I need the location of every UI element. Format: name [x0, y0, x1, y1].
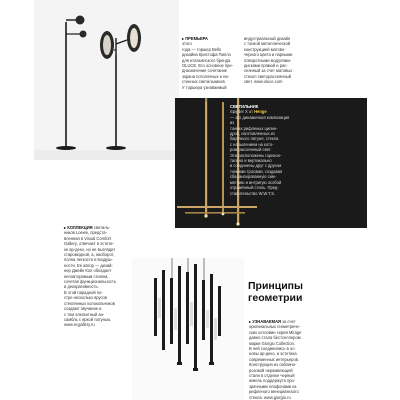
- recognizable-line: за счет: [282, 319, 296, 324]
- premiere-line: для итальянского бренда: [182, 57, 231, 63]
- light-fixture-line: ставительство W.W.T.S.: [230, 190, 276, 196]
- collection-line: стре несколько ярусов: [64, 295, 107, 301]
- recognizable-line: новы ар-деко, и эстетика: [249, 351, 297, 357]
- collection-line: с тем элегантный ан-: [64, 311, 105, 317]
- light-fixture-line: метрию и интригую особой: [230, 179, 282, 185]
- collection-lead: ▸ КОЛЛЕКЦИЯ: [64, 225, 93, 230]
- recognizable-line: стекла. www.giorgio.ru: [249, 394, 291, 400]
- collection-line: вленная в Visual Comfort: [64, 235, 111, 241]
- light-fixture-line: тонкими тросами, создавая: [230, 168, 283, 174]
- light-fixture-intro-text: Spiyder X от: [230, 109, 253, 115]
- premiere-cont-line: сеянный за счет матовых: [244, 68, 293, 74]
- light-fixture-line: и соединены друг с другом: [230, 163, 282, 169]
- recognizable-line: стали в отделке черный: [249, 373, 295, 379]
- light-fixture-line: Эти расположены горизон-: [230, 152, 282, 158]
- headline-line-1: Принципы: [248, 280, 303, 292]
- recognizable-line: Конструкция из саблино-: [249, 362, 297, 368]
- recognizable-line: зрачными плафонами из: [249, 383, 297, 389]
- brand-name: Henge: [254, 109, 267, 115]
- collection-line: самбль с яркой латунью.: [64, 316, 112, 322]
- section-headline: [248, 281, 328, 304]
- premiere-line: года — торшер Bello: [182, 46, 222, 52]
- recognizable-line: оригинальных геометриче-: [249, 324, 301, 330]
- recognizable-line: розовой нержавеющей: [249, 367, 293, 373]
- light-fixture-line: тонких рифленых цилин-: [230, 125, 278, 131]
- premiere-line: дизайна Кристофа Пиллэ: [182, 52, 231, 58]
- recognizable-text: [249, 319, 309, 400]
- collection-text: [64, 225, 124, 328]
- premiere-text: [182, 36, 242, 90]
- recognizable-line: рифленого венецианского: [249, 389, 299, 395]
- premiere-line: OLUCE. Его основное пре-: [182, 63, 234, 69]
- collection-line: неповторимым стилем,: [64, 273, 109, 279]
- headline-line-2: геометрии: [248, 291, 303, 304]
- collection-line: сочетая функциональность: [64, 279, 116, 285]
- light-fixture-line: ром рассеянный свет.: [230, 147, 272, 153]
- premiere-line: стенных светильников.: [182, 79, 226, 85]
- premiere-line: дназначение сочетание: [182, 68, 228, 74]
- light-fixture-lead: СВЕТИЛЬНИК: [230, 104, 259, 109]
- recognizable-line: никель поддержута про-: [249, 378, 296, 384]
- premiere-cont-line: поворотными модулями-: [244, 57, 292, 63]
- recognizable-lead: ▸ УЗНАВАЕМАЯ: [249, 319, 281, 324]
- light-fixture-line: — это динамичная композиция из: [230, 114, 290, 126]
- collection-line: www.ecgallery.ru: [64, 322, 95, 328]
- premiere-cont-line: с тонкой металлической: [244, 41, 291, 47]
- premiere-lead: ▸ ПРЕМЬЕРА: [182, 36, 209, 41]
- premiere-cont-line: дисками прямой и рас-: [244, 63, 288, 69]
- collection-line: полна легкости и воздуш-: [64, 257, 113, 263]
- light-fixture-line: отражённый стиль. Пред-: [230, 185, 279, 191]
- collection-line: создают звучание и: [64, 306, 102, 312]
- recognizable-line: В ней соединились в ос-: [249, 346, 296, 352]
- premiere-cont-line: черного цвета и парными: [244, 52, 293, 58]
- premiere-cont-line: индустриальный дизайн: [244, 36, 291, 41]
- light-fixture-line: барочного латуня, стекла: [230, 136, 279, 142]
- light-fixture-line: дров, изготовленных из: [230, 131, 275, 137]
- premiere-line: этого: [182, 41, 192, 47]
- recognizable-line: давно стала бестселлером: [249, 335, 301, 341]
- premiere-cont-line: стекол светорассеянный: [244, 73, 292, 79]
- premiere-line: экрана потолочных и на-: [182, 73, 229, 79]
- premiere-cont-line: свет. www.oluce.com: [244, 79, 283, 85]
- floor-lamps-illustration: [34, 0, 179, 160]
- premiere-cont-line: конструкцией матово-: [244, 46, 286, 52]
- collection-line: нер Джейн Коп обладает: [64, 268, 112, 274]
- collection-line: ников Loewe, предста-: [64, 230, 107, 236]
- collection-line: светиль-: [93, 225, 111, 230]
- collection-line: старомодной, а, наоборот,: [64, 252, 115, 258]
- chandelier-photo: [132, 258, 244, 400]
- recognizable-line: ских котловин серия Mirage: [249, 329, 302, 335]
- premiere-line: У торшера узнаваемый: [182, 84, 227, 90]
- light-fixture-text: [230, 104, 290, 196]
- collection-line: Gallery, отвечает в эстети-: [64, 241, 114, 247]
- premiere-text-continued: [244, 36, 306, 85]
- collection-line: и декоративность.: [64, 284, 99, 290]
- chandelier-illustration: [132, 258, 244, 400]
- light-fixture-line: с напылением на кото-: [230, 141, 274, 147]
- light-fixture-line: тально и вертикально: [230, 158, 272, 164]
- collection-line: ности. Ее автор — дизай-: [64, 262, 113, 268]
- floor-lamps-photo: [34, 0, 179, 160]
- light-fixture-line: сбалансированную сим-: [230, 174, 277, 180]
- recognizable-line: современных интерьеров.: [249, 356, 300, 362]
- collection-line: стеклянных колокольчиков: [64, 300, 115, 306]
- recognizable-line: марки Giorgio Collection.: [249, 340, 296, 346]
- collection-line: ке ар-деко, но не выглядит: [64, 246, 116, 252]
- collection-line: В этой парадной по-: [64, 289, 103, 295]
